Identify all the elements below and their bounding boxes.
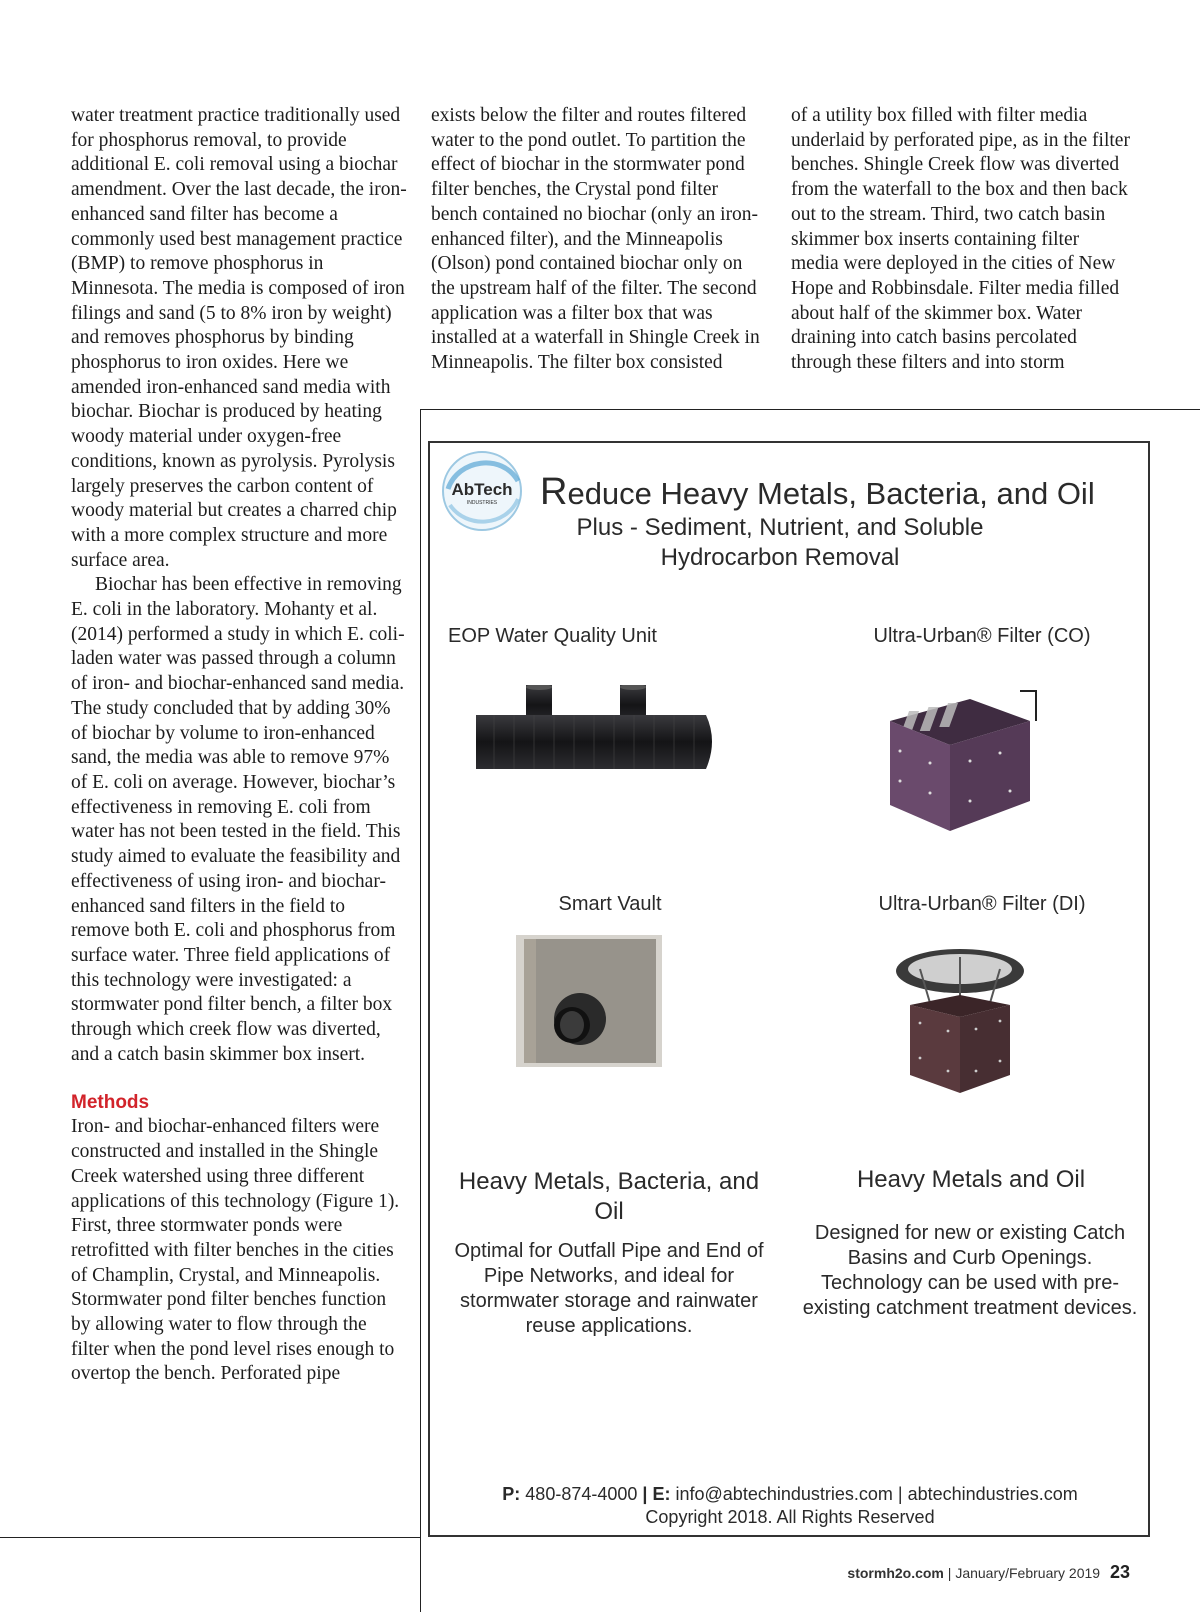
- footer-site[interactable]: stormh2o.com: [847, 1565, 944, 1581]
- email-link[interactable]: info@abtechindustries.com: [675, 1484, 893, 1504]
- product-label-smart-vault: Smart Vault: [558, 893, 662, 915]
- section-heading-methods: Methods: [71, 1092, 150, 1114]
- divider-vertical: [420, 409, 421, 1612]
- article-column-3: [791, 104, 1131, 376]
- phone-label: P:: [502, 1484, 521, 1504]
- feature-description-left: Optimal for Outfall Pipe and End of Pipe Networks, and ideal for stormwater storage and rainwater reuse applications.: [454, 1240, 764, 1337]
- separator: |: [897, 1484, 903, 1504]
- separator: |: [642, 1484, 648, 1504]
- abtech-logo: [440, 449, 524, 533]
- divider-horizontal-bottom: [0, 1537, 420, 1538]
- copyright: Copyright 2018. All Rights Reserved: [645, 1507, 935, 1527]
- logo-wordmark: AbTech: [451, 480, 513, 499]
- footer-separator: |: [947, 1565, 952, 1581]
- logo-subtext: INDUSTRIES: [466, 500, 498, 506]
- ad-subhead: Plus - Sediment, Nutrient, and Soluble Hydrocarbon Removal: [576, 514, 984, 571]
- page-footer: [760, 1562, 1130, 1583]
- article-paragraph: of a utility box filled with filter media underlaid by perforated pipe, as in the filter benches. Shingle Creek flow was diverted from the waterfall to the box and then back out to the stream. Third, two catch basin skimmer box inserts containing filter media were deployed in the cities of New Hope and Robbinsdale. Filter media filled about half of the skimmer box. Water draining into catch basins percolated through these filters and into storm: [791, 105, 1130, 374]
- product-label-eop: EOP Water Quality Unit: [448, 625, 657, 647]
- email-label: E:: [652, 1484, 671, 1504]
- ultra-urban-filter-co-image: [870, 681, 1050, 851]
- divider-horizontal-top: [420, 409, 1200, 410]
- page-number: 23: [1109, 1562, 1130, 1582]
- feature-description-right: Designed for new or existing Catch Basins and Curb Openings. Technology can be used with pre-existing catchment treatment devices.: [802, 1222, 1138, 1319]
- product-label-ultra-urban-di: Ultra-Urban® Filter (DI): [878, 893, 1086, 915]
- ultra-urban-filter-di-image: [880, 943, 1040, 1098]
- ad-contact: [450, 1483, 1130, 1529]
- ad-headline-rest: educe Heavy Metals, Bacteria, and Oil: [567, 476, 1095, 511]
- article-paragraph: exists below the filter and routes filtered water to the pond outlet. To partition the effect of biochar in the stormwater pond filter benches, the Crystal pond filter bench contained no biochar (only an iron-enhanced filter), and the Minneapolis (Olson) pond contained biochar only on the upstream half of the filter. The second application was a filter box that was installed at a waterfall in Shingle Creek in Minneapolis. The filter box consisted: [431, 105, 760, 374]
- article-paragraph: Iron- and biochar-enhanced filters were constructed and installed in the Shingle Creek watershed using three different applications of this technology (Figure 1). First, three stormwater ponds were retrofitted with filter benches in the cities of Champlin, Crystal, and Minneapolis. Stormwater pond filter benches function by allowing water to flow through the filter when the pond level rises enough to overtop the bench. Perforated pipe: [71, 1116, 400, 1385]
- article-paragraph: Biochar has been effective in removing E. coli in the laboratory. Mohanty et al. (2014) performed a study in which E. coli-laden water was passed through a column of iron- and biochar-enhanced sand media. The study concluded that by adding 30% of biochar by volume to iron-enhanced sand, the media was able to remove 97% of E. coli on average. However, biochar’s effectiveness in removing E. coli from water has not been tested in the field. This study aimed to evaluate the feasibility and effectiveness of using iron- and biochar-enhanced sand filters in the field to remove both E. coli and phosphorus from surface water. Three field applications of this technology were investigated: a stormwater pond filter bench, a filter box through which creek flow was diverted, and a catch basin skimmer box insert.: [71, 574, 405, 1065]
- smart-vault-image: [516, 935, 662, 1067]
- feature-title-right: Heavy Metals and Oil: [856, 1166, 1086, 1193]
- ad-headline-initial: R: [540, 471, 568, 513]
- feature-title-left: Heavy Metals, Bacteria, and Oil: [458, 1168, 760, 1225]
- product-label-ultra-urban-co: Ultra-Urban® Filter (CO): [873, 625, 1091, 647]
- advertisement: [428, 441, 1150, 1537]
- footer-issue: January/February 2019: [955, 1565, 1101, 1581]
- eop-water-quality-unit-image: [474, 685, 718, 781]
- phone-number[interactable]: 480-874-4000: [525, 1484, 638, 1504]
- ad-headline: [540, 471, 1100, 514]
- article-column-2: [431, 104, 767, 376]
- website-link[interactable]: abtechindustries.com: [907, 1484, 1078, 1504]
- article-paragraph: water treatment practice traditionally used for phosphorus removal, to provide additional E. coli removal using a biochar amendment. Over the last decade, the iron-enhanced sand filter has become a commonly used best management practice (BMP) to remove phosphorus in Minnesota. The media is composed of iron filings and sand (5 to 8% iron by weight) and removes phosphorus by binding phosphorus to iron oxides. Here we amended iron-enhanced sand media with biochar. Biochar is produced by heating woody material under oxygen-free conditions, known as pyrolysis. Pyrolysis largely preserves the carbon content of woody material but creates a charred chip with a more complex structure and more surface area.: [71, 105, 407, 571]
- article-column-1: [71, 104, 407, 1387]
